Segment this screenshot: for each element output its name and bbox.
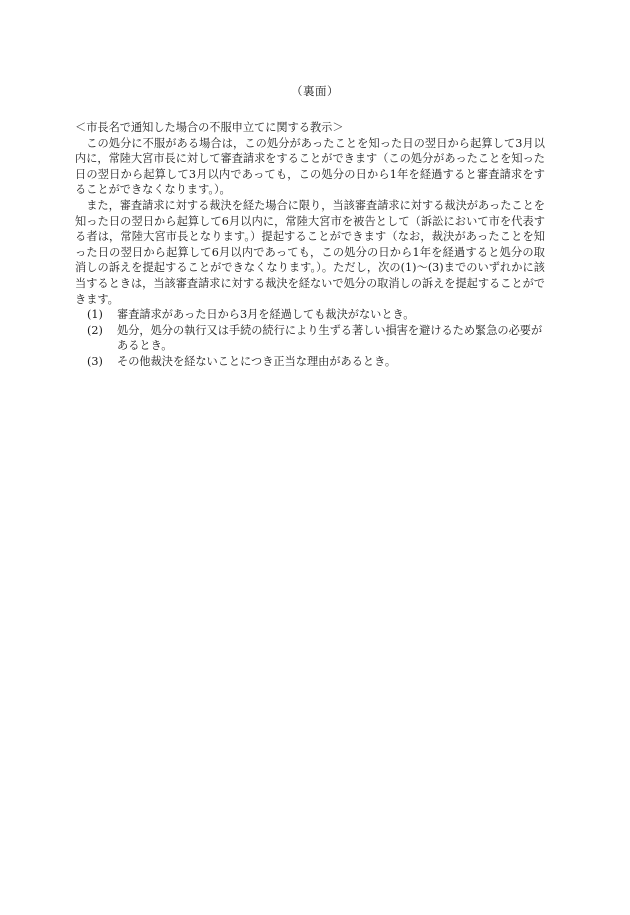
paragraph-review-request: この処分に不服がある場合は，この処分があったことを知った日の翌日から起算して3月以内に，常陸大宮市長に対して審査請求をすることができます（この処分があったことを知った日の翌日から起算して3月以内であっても，この処分の日から1年を経過すると審査請求をすることができなくなります。）。	[75, 136, 545, 197]
section-heading: ＜市長名で通知した場合の不服申立てに関する教示＞	[75, 121, 344, 134]
list-item-text: その他裁決を経ないことにつき正当な理由があるとき。	[117, 354, 397, 368]
list-item-text: 審査請求があった日から3月を経過しても裁決がないとき。	[117, 308, 415, 322]
list-item-number: (1)	[87, 308, 103, 322]
list-item	[75, 323, 545, 354]
list-item	[75, 354, 545, 370]
exception-list	[75, 307, 545, 369]
document-body	[75, 120, 545, 370]
list-item	[75, 307, 545, 323]
paragraph-lawsuit: また，審査請求に対する裁決を経た場合に限り，当該審査請求に対する裁決があったことを知った日の翌日から起算して6月以内に，常陸大宮市を被告として（訴訟において市を代表する者は，常陸大宮市長となります。）提起することができます（なお，裁決があったことを知った日の翌日から起算して6月以内であっても，この処分の日から1年を経過すると処分の取消しの訴えを提起することができなくなります。）。ただし，次の(1)～(3)までのいずれかに該当するときは，当該審査請求に対する裁決を経ないで処分の取消しの訴えを提起することができます。	[75, 198, 545, 306]
list-item-text: 処分，処分の執行又は手続の続行により生ずる著しい損害を避けるため緊急の必要があるとき。	[117, 323, 543, 353]
page-title: （裏面）	[291, 84, 339, 98]
list-item-number: (2)	[87, 323, 103, 337]
list-item-number: (3)	[87, 354, 103, 368]
